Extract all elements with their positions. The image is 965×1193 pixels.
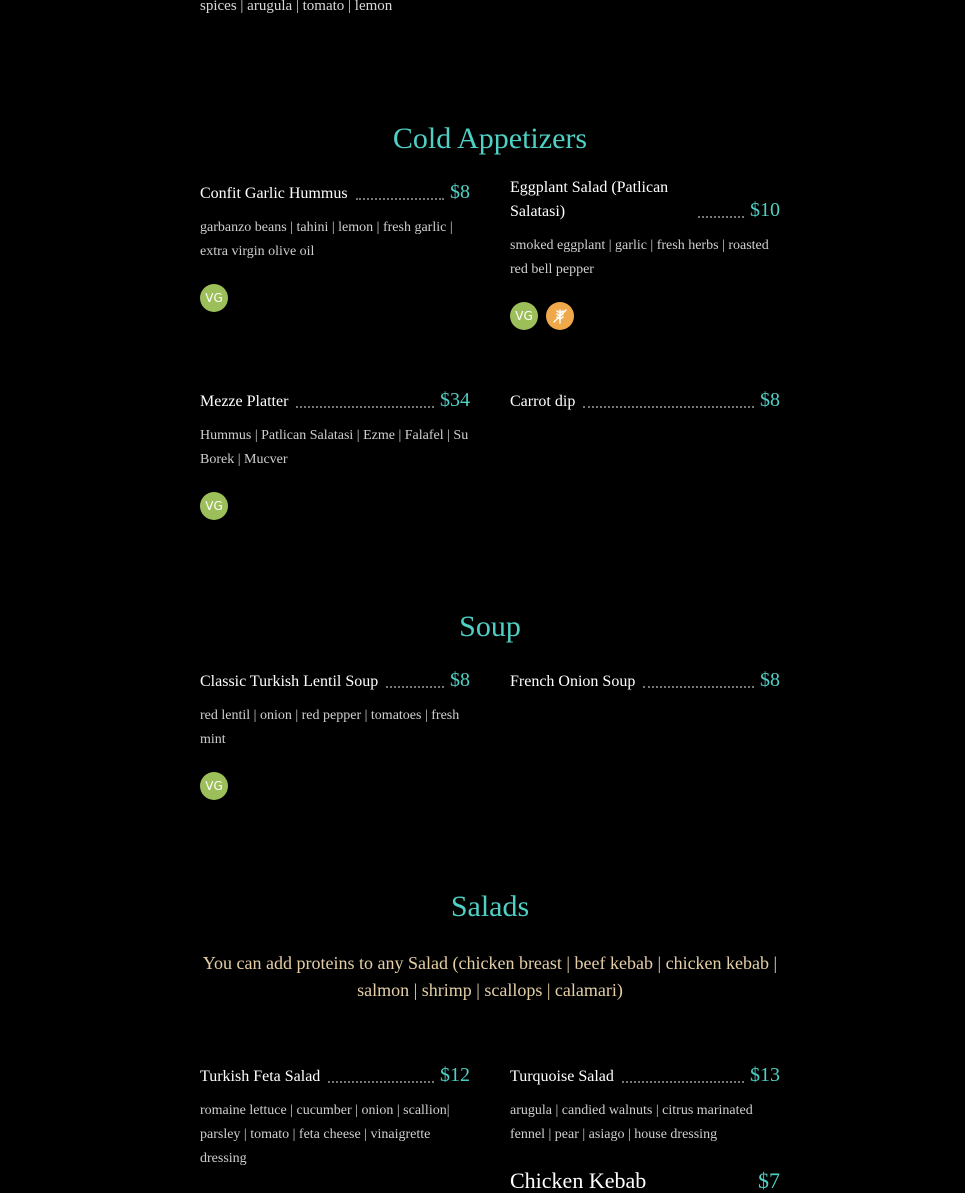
item-description: Hummus | Patlican Salatasi | Ezme | Falafel | Su Borek | Mucver (200, 428, 469, 467)
salad-protein-note: You can add proteins to any Salad (chicken breast | beef kebab | chicken kebab | salmon | shrimp | scallops | calamari) (202, 953, 778, 1000)
dot-leader (356, 198, 444, 200)
item-name: Turquoise Salad (510, 1068, 614, 1085)
menu-item-carrot-dip[interactable] (510, 390, 780, 414)
dot-leader (643, 686, 754, 688)
vegan-badge-icon: VG (200, 492, 228, 520)
previous-item-description: spices | arugula | tomato | lemon (200, 0, 393, 14)
section-title-salads: Salads (450, 890, 530, 923)
section-title-soup: Soup (459, 610, 521, 643)
dietary-badges (200, 284, 470, 312)
menu-item-turkish-feta-salad[interactable] (200, 1065, 470, 1171)
dietary-badges (200, 772, 470, 800)
vegan-badge-icon: VG (510, 302, 538, 330)
item-name: Classic Turkish Lentil Soup (200, 673, 379, 690)
item-name: Turkish Feta Salad (200, 1068, 321, 1085)
item-price: $8 (450, 181, 470, 203)
item-name: Mezze Platter (200, 393, 289, 410)
menu-item-french-onion-soup[interactable] (510, 670, 780, 694)
item-name: French Onion Soup (510, 673, 636, 690)
dot-leader (622, 1081, 744, 1083)
item-price: $13 (750, 1064, 780, 1086)
item-price: $10 (750, 199, 780, 221)
item-price: $34 (440, 389, 470, 411)
dot-leader (583, 406, 754, 408)
item-description: smoked eggplant | garlic | fresh herbs | roasted red bell pepper (510, 238, 769, 277)
item-name: Confit Garlic Hummus (200, 185, 348, 202)
wheat-crossed-icon (551, 307, 569, 325)
item-price: $8 (760, 669, 780, 691)
dot-leader (386, 686, 444, 688)
menu-item-eggplant-salad[interactable] (510, 176, 780, 330)
addon-price: $7 (758, 1168, 780, 1193)
menu-item-lentil-soup[interactable] (200, 670, 470, 800)
vegan-badge-icon: VG (200, 284, 228, 312)
gluten-free-icon (546, 302, 574, 330)
dot-leader (328, 1081, 434, 1083)
item-description: arugula | candied walnuts | citrus marinated fennel | pear | asiago | house dressing (510, 1103, 753, 1142)
item-description: romaine lettuce | cucumber | onion | scallion| parsley | tomato | feta cheese | vinaigrette dressing (200, 1103, 450, 1166)
item-name: Eggplant Salad (Patlican Salatasi) (510, 179, 669, 220)
section-title-cold-appetizers: Cold Appetizers (392, 122, 588, 155)
addon-name: Chicken Kebab (510, 1168, 647, 1193)
addon-chicken-kebab[interactable] (510, 1168, 780, 1193)
dot-leader (296, 406, 434, 408)
dietary-badges (510, 302, 780, 330)
item-description: garbanzo beans | tahini | lemon | fresh garlic | extra virgin olive oil (200, 220, 453, 259)
item-description: red lentil | onion | red pepper | tomatoes | fresh mint (200, 708, 460, 747)
vegan-badge-icon: VG (200, 772, 228, 800)
menu-item-turquoise-salad[interactable] (510, 1065, 780, 1147)
menu-item-confit-garlic-hummus[interactable] (200, 182, 470, 312)
item-name: Carrot dip (510, 393, 576, 410)
item-price: $8 (450, 669, 470, 691)
item-price: $8 (760, 389, 780, 411)
item-price: $12 (440, 1064, 470, 1086)
dietary-badges (200, 492, 470, 520)
dot-leader (698, 216, 744, 218)
menu-item-mezze-platter[interactable] (200, 390, 470, 520)
